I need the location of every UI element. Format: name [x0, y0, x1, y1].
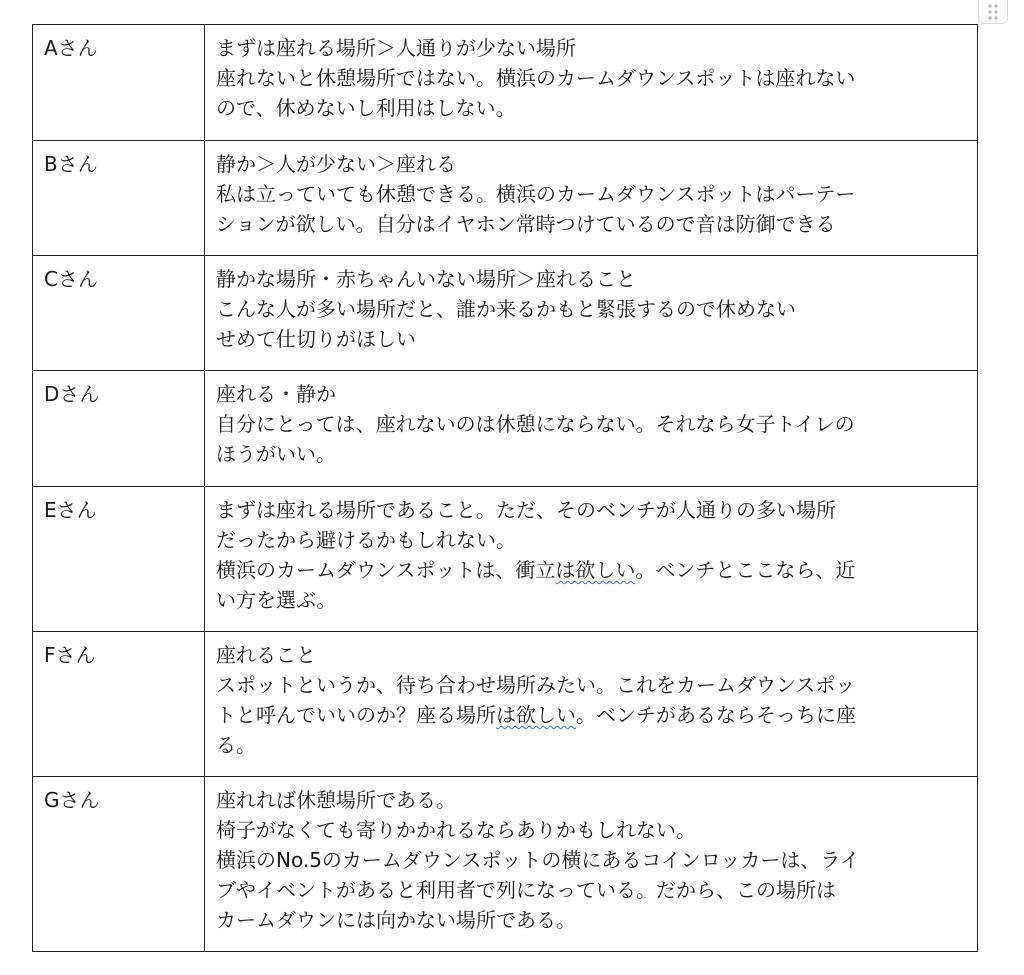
note-line: 自分にとっては、座れないのは休憩にならない。それなら女子トイレの [216, 412, 855, 436]
table-row [33, 141, 978, 256]
table-row [33, 25, 978, 141]
note-line: る。 [216, 733, 256, 757]
table-row [33, 632, 978, 777]
respondent-name[interactable]: Bさん [33, 141, 205, 256]
respondent-name[interactable]: Gさん [33, 777, 205, 952]
note-line: い方を選ぶ。 [216, 588, 337, 612]
respondent-name[interactable]: Aさん [33, 25, 205, 141]
respondent-notes[interactable] [205, 487, 978, 632]
table-row [33, 487, 978, 632]
respondent-notes[interactable] [205, 141, 978, 256]
drag-grip-icon [986, 3, 1000, 21]
note-text: 横浜のカームダウンスポットは、衝立 [216, 558, 556, 582]
table-drag-handle[interactable] [978, 0, 1008, 24]
note-line [216, 700, 966, 730]
respondent-notes[interactable] [205, 777, 978, 952]
note-line: こんな人が多い場所だと、誰か来るかもと緊張するので休めない [216, 297, 796, 321]
note-line: まずは座れる場所＞人通りが少ない場所 [216, 36, 576, 60]
respondent-notes[interactable] [205, 25, 978, 141]
note-line: 椅子がなくても寄りかかれるならありかもしれない。 [216, 818, 696, 842]
note-line: 座れれば休憩場所である。 [216, 788, 456, 812]
note-line: 横浜のNo.5のカームダウンスポットの横にあるコインロッカーは、ライ [216, 848, 860, 872]
respondent-notes[interactable] [205, 256, 978, 371]
respondent-notes[interactable] [205, 632, 978, 777]
respondent-name[interactable]: Eさん [33, 487, 205, 632]
respondent-name[interactable]: Dさん [33, 371, 205, 487]
note-line: ションが欲しい。自分はイヤホン常時つけているので音は防御できる [216, 212, 836, 236]
note-line: せめて仕切りがほしい [216, 327, 416, 351]
table-row [33, 777, 978, 952]
note-line: ので、休めないし利用はしない。 [216, 96, 516, 120]
interview-notes-table [32, 24, 978, 952]
note-text: 。ベンチとここなら、近 [635, 558, 856, 582]
note-line: 静か＞人が少ない＞座れる [216, 152, 456, 176]
respondent-name[interactable]: Fさん [33, 632, 205, 777]
respondent-name[interactable]: Cさん [33, 256, 205, 371]
note-line: ほうがいい。 [216, 442, 336, 466]
grammar-flagged-text[interactable]: は欲しい [496, 703, 576, 727]
note-line: カームダウンには向かない場所である。 [216, 908, 576, 932]
note-line: 座れる・静か [216, 382, 336, 406]
respondent-notes[interactable] [205, 371, 978, 487]
note-line: 座れないと休憩場所ではない。横浜のカームダウンスポットは座れない [216, 66, 856, 90]
note-line: まずは座れる場所であること。ただ、そのベンチが人通りの多い場所 [216, 498, 836, 522]
note-line: だったから避けるかもしれない。 [216, 528, 516, 552]
note-text: トと呼んでいいのか？座る場所 [216, 703, 496, 727]
note-line: 座れること [216, 643, 316, 667]
note-line [216, 555, 966, 585]
note-line: ブやイベントがあると利用者で列になっている。だから、この場所は [216, 878, 836, 902]
table-row [33, 256, 978, 371]
table-row [33, 371, 978, 487]
note-line: スポットというか、待ち合わせ場所みたい。これをカームダウンスポッ [216, 673, 856, 697]
note-text: 。ベンチがあるならそっちに座 [576, 703, 856, 727]
note-line: 私は立っていても休憩できる。横浜のカームダウンスポットはパーテー [216, 182, 856, 206]
note-line: 静かな場所・赤ちゃんいない場所＞座れること [216, 267, 636, 291]
grammar-flagged-text[interactable]: は欲しい [555, 558, 636, 582]
